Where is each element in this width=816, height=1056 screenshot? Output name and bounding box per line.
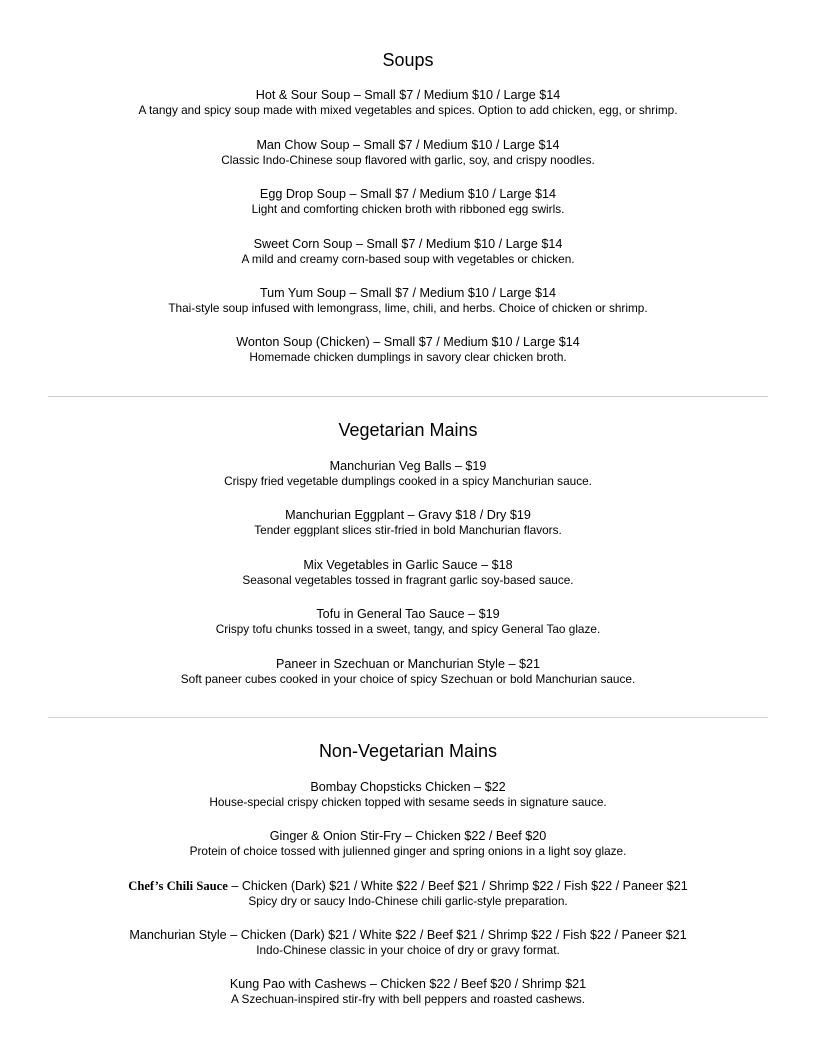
item-description: Spicy dry or saucy Indo-Chinese chili garlic-style preparation. (248, 894, 568, 908)
item-name: Manchurian Eggplant – Gravy $18 / Dry $19 (285, 508, 531, 522)
menu-item (0, 88, 816, 118)
item-name: Hot & Sour Soup – Small $7 / Medium $10 / Large $14 (255, 88, 561, 102)
item-name: Manchurian Style – Chicken (Dark) $21 / White $22 / Beef $21 / Shrimp $22 / Fish $22 / Paneer $21 (129, 928, 687, 942)
item-name: Kung Pao with Cashews – Chicken $22 / Beef $20 / Shrimp $21 (229, 977, 587, 991)
item-name: Manchurian Veg Balls – $19 (329, 459, 487, 473)
menu-item (0, 977, 816, 1007)
item-description: Crispy fried vegetable dumplings cooked in a spicy Manchurian sauce. (224, 474, 592, 488)
item-description: Light and comforting chicken broth with ribboned egg swirls. (251, 202, 565, 216)
item-description: Tender eggplant slices stir-fried in bold Manchurian flavors. (254, 523, 562, 537)
item-description: Thai-style soup infused with lemongrass, lime, chili, and herbs. Choice of chicken or shrimp. (168, 301, 648, 315)
item-name: Man Chow Soup – Small $7 / Medium $10 / Large $14 (256, 138, 560, 152)
item-description: Seasonal vegetables tossed in fragrant garlic soy-based sauce. (242, 573, 574, 587)
item-name: Egg Drop Soup – Small $7 / Medium $10 / Large $14 (259, 187, 557, 201)
section-divider (48, 717, 768, 718)
item-name: Paneer in Szechuan or Manchurian Style – $21 (276, 657, 540, 671)
item-description: Soft paneer cubes cooked in your choice of spicy Szechuan or bold Manchurian sauce. (180, 672, 636, 686)
item-name: Wonton Soup (Chicken) – Small $7 / Medium $10 / Large $14 (236, 335, 580, 349)
item-name: Ginger & Onion Stir-Fry – Chicken $22 / Beef $20 (269, 829, 547, 843)
item-name-prices: – Chicken (Dark) $21 / White $22 / Beef $21 / Shrimp $22 / Fish $22 / Paneer $21 (227, 879, 688, 893)
item-name: Bombay Chopsticks Chicken – $22 (310, 780, 506, 794)
item-name (0, 879, 816, 894)
menu-item (0, 607, 816, 637)
menu-item (0, 780, 816, 810)
menu-item (0, 459, 816, 489)
item-name-highlight: Chef’s Chili Sauce (128, 879, 228, 893)
menu-item (0, 928, 816, 958)
section-title-non-vegetarian: Non-Vegetarian Mains (318, 741, 498, 761)
menu-item (0, 558, 816, 588)
vegetarian-section (0, 419, 816, 441)
non-vegetarian-section (0, 740, 816, 762)
menu-item (0, 879, 816, 909)
item-description: Classic Indo-Chinese soup flavored with garlic, soy, and crispy noodles. (221, 153, 595, 167)
item-name: Tum Yum Soup – Small $7 / Medium $10 / Large $14 (259, 286, 557, 300)
menu-item (0, 829, 816, 859)
item-description: A mild and creamy corn-based soup with vegetables or chicken. (241, 252, 575, 266)
menu-item (0, 138, 816, 168)
menu-item (0, 286, 816, 316)
item-description: A tangy and spicy soup made with mixed vegetables and spices. Option to add chicken, egg, or shrimp. (138, 103, 678, 117)
menu-item (0, 187, 816, 217)
item-description: Homemade chicken dumplings in savory clear chicken broth. (249, 350, 567, 364)
menu-item (0, 237, 816, 267)
item-description: Indo-Chinese classic in your choice of dry or gravy format. (256, 943, 560, 957)
menu-item (0, 657, 816, 687)
item-description: House-special crispy chicken topped with sesame seeds in signature sauce. (209, 795, 607, 809)
soups-section (0, 49, 816, 71)
section-title-vegetarian: Vegetarian Mains (338, 420, 478, 440)
item-description: A Szechuan-inspired stir-fry with bell peppers and roasted cashews. (230, 992, 586, 1006)
section-title-soups: Soups (382, 50, 434, 70)
menu-item (0, 508, 816, 538)
item-description: Protein of choice tossed with julienned ginger and spring onions in a light soy glaze. (189, 844, 627, 858)
item-name: Mix Vegetables in Garlic Sauce – $18 (303, 558, 513, 572)
item-description: Crispy tofu chunks tossed in a sweet, tangy, and spicy General Tao glaze. (215, 622, 601, 636)
section-divider (48, 396, 768, 397)
menu-item (0, 335, 816, 365)
item-name: Tofu in General Tao Sauce – $19 (316, 607, 500, 621)
item-name: Sweet Corn Soup – Small $7 / Medium $10 / Large $14 (253, 237, 563, 251)
